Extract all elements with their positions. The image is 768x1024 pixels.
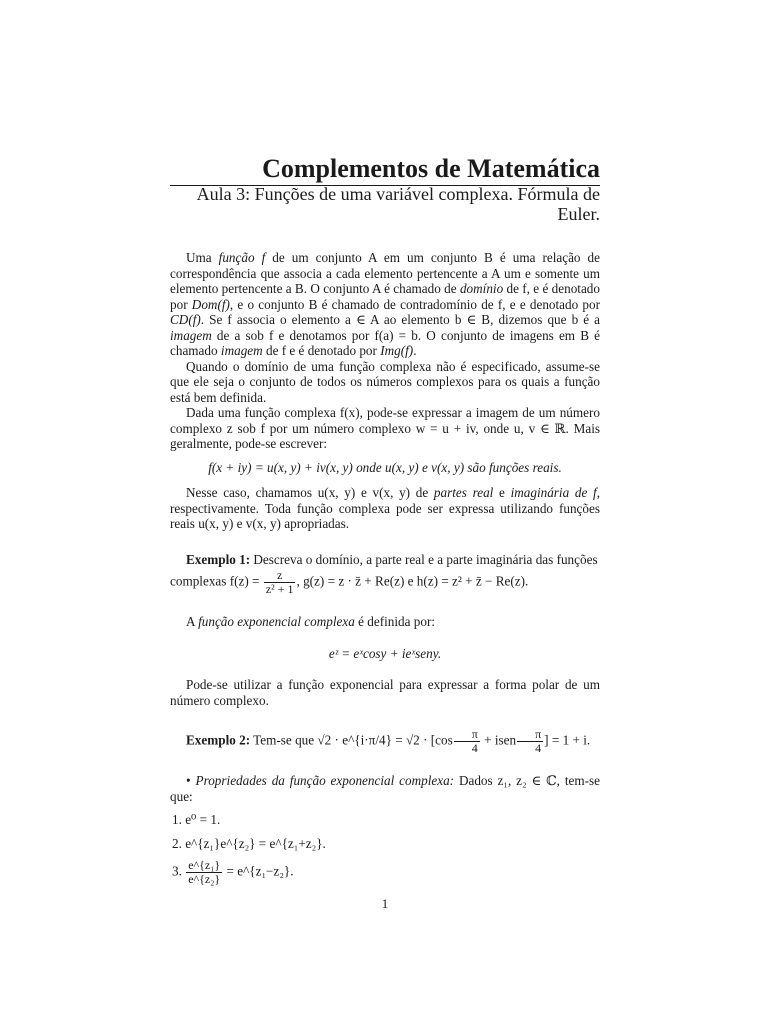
paragraph-definition: Uma função f de um conjunto A em um conjunto B é uma relação de correspondência que associa a cada elemento pertencente a A um e somente um elemento pertencente a B. O conjunto A é chamado de domínio de f, e é denotado por Dom(f), e o conjunto B é chamado de contradomínio de f, e e denotado por CD(f). Se f associa o elemento a ∈ A ao elemento b ∈ B, dizemos que b é a imagem de a sob f e denotamos por f(a) = b. O conjunto de imagens em B é chamado imagem de f e é denotado por Img(f). xyxy=(170,250,600,358)
paragraph-parts: Nesse caso, chamamos u(x, y) e v(x, y) de partes real e imaginária de f, respectivamente. Toda função complexa pode ser expressa utilizando funções reais u(x, y) e v(x, y) apropriadas. xyxy=(170,485,600,531)
example-1: Exemplo 1: Descreva o domínio, a parte real e a parte imaginária das funções xyxy=(186,551,598,567)
properties-heading: • Propriedades da função exponencial complexa: Dados z₁, z₂ ∈ ℂ, tem-se que: xyxy=(170,773,600,804)
fraction: $\frac{\text{e\textasciicircum{}\{z₁\}}}{\text{e\textasciicircum{}\{z₂\}}}$ xyxy=(188,858,221,886)
list-item: 3. $\frac{\text{e\textasciicircum{}\{z₁\}}}{\text{e\textasciicircum{}\{z₂\}}}$ = e^{z₁−z₂}. xyxy=(172,858,294,886)
paragraph-exponential: A função exponencial complexa é definida por: xyxy=(186,614,436,629)
list-item: 2. e^{z₁}e^{z₂} = e^{z₁+z₂}. xyxy=(172,835,326,851)
equation-real-imag: f(x + iy) = u(x, y) + iv(x, y) onde u(x, y) e v(x, y) são funções reais. xyxy=(208,459,562,475)
paragraph-image: Dada uma função complexa f(x), pode-se expressar a imagem de um número complexo z sob f por um número complexo w = u + iv, onde u, v ∈ ℝ. Mais geralmente, pode-se escrever: xyxy=(170,405,600,451)
fraction-pi-4: $\frac{\pi}{4}$ xyxy=(517,728,543,755)
example-1-functions: complexas f(z) = $\frac{z}{\text{z² + 1}}$ , g(z) = z · z̄ + Re(z) e h(z) = z² + z̄ − Re(z). xyxy=(170,568,529,596)
paragraph-domain: Quando o domínio de uma função complexa não é especificado, assume-se que ele seja o conjunto de todos os números complexos para os quais a função está bem definida. xyxy=(170,358,600,405)
paragraph-polar: Pode-se utilizar a função exponencial para expressar a forma polar de um número complexo. xyxy=(170,677,600,708)
page-number: 1 xyxy=(381,896,389,911)
fraction-pi-4: $\frac{\pi}{4}$ xyxy=(454,728,480,755)
fraction: $\frac{z}{\text{z² + 1}}$ xyxy=(265,568,294,596)
document-body xyxy=(170,250,600,894)
list-item: 1. e⁰ = 1. xyxy=(172,812,221,827)
equation-exponential: eᶻ = eˣcosy + ieˣseny. xyxy=(328,645,442,661)
example-2: Exemplo 2: Tem-se que √2 · e^{i·π/4} = √2 · [cos $\frac{\pi}{4}$ + isen $\frac{\pi}{4}$ ] = 1 + i. xyxy=(186,727,591,755)
page-title: Complementos de Matemática xyxy=(262,154,600,183)
properties-list xyxy=(172,812,600,886)
page-subtitle: Aula 3: Funções de uma variável complexa. Fórmula de Euler. xyxy=(196,184,600,224)
